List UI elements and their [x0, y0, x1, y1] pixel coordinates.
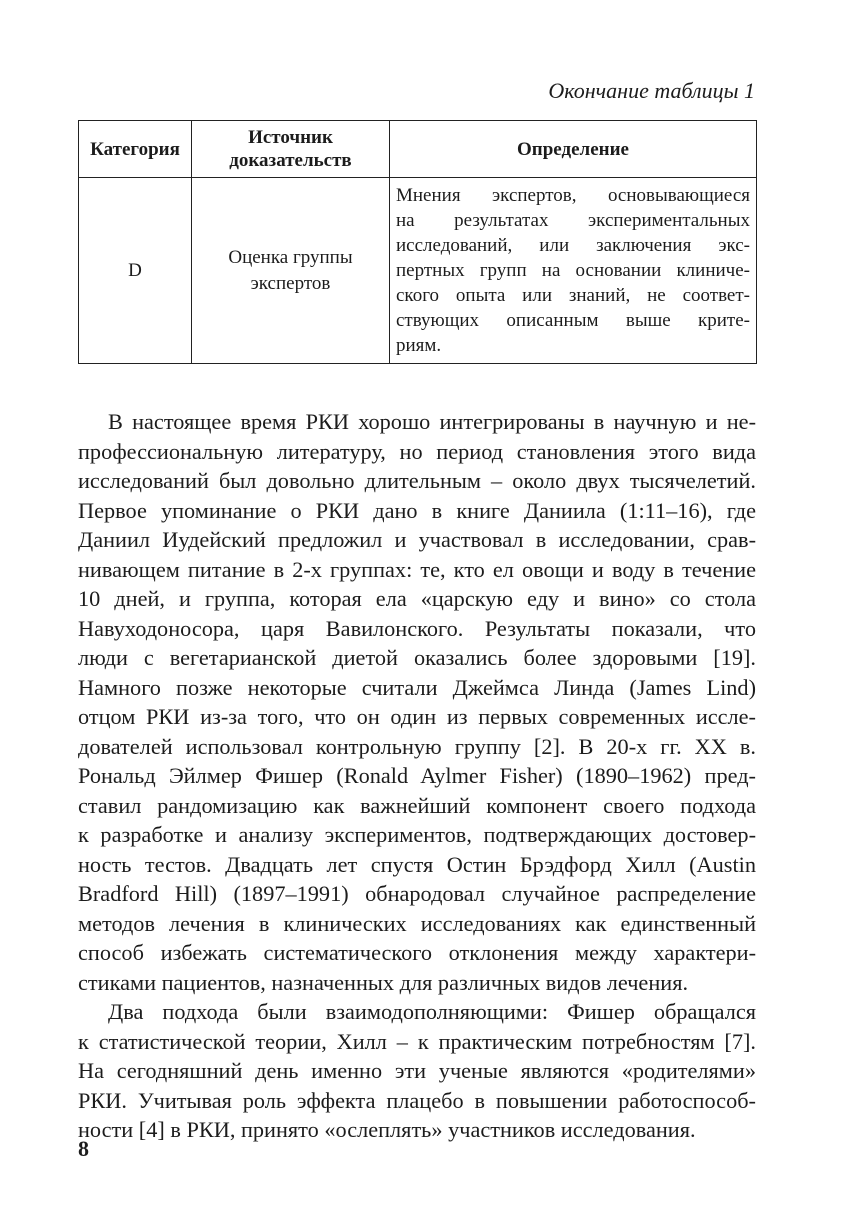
text-line: Два подхода были взаимодополняющими: Фишер обращался: [108, 999, 756, 1024]
text-line: методов лечения в клинических исследованиях как единственный: [78, 910, 756, 936]
paragraph-2: [78, 997, 756, 1145]
page-number: 8: [78, 1136, 89, 1161]
text-line: 10 дней, и группа, которая ела «царскую еду и вино» со стола: [78, 586, 756, 611]
text-line: Первое упоминание о РКИ дано в книге Даниила (1:11–16), где: [78, 497, 756, 523]
definition-line: ствующих описанным выше крите-: [396, 310, 750, 331]
definition-line: исследований, или заключения экс-: [396, 235, 750, 256]
text-line: профессиональную литературу, но период становления этого вида: [78, 438, 756, 464]
text-line: В настоящее время РКИ хорошо интегрированы в научную и не-: [108, 409, 756, 434]
header-category: Категория: [79, 121, 192, 178]
text-line: ности [4] в РКИ, принято «ослеплять» участников исследования.: [78, 1117, 696, 1142]
text-line: к статистической теории, Хилл – к практическим потребностям [7].: [78, 1028, 756, 1054]
definition-line: на результатах экспериментальных: [396, 210, 750, 231]
header-definition: Определение: [390, 121, 757, 178]
text-line: стиками пациентов, назначенных для различных видов лечения.: [78, 969, 689, 995]
table-header-row: [79, 121, 757, 178]
cell-category: D: [79, 178, 192, 364]
cell-source-line: экспертов: [250, 272, 331, 294]
text-line: Bradford Hill) (1897–1991) обнародовал случайное распределение: [78, 881, 756, 906]
text-line: люди с вегетарианской диетой оказались более здоровыми [19].: [78, 645, 756, 670]
text-line: способ избежать систематического отклонения между характери-: [78, 940, 756, 965]
text-line: Даниил Иудейский предложил и участвовал в исследовании, срав-: [78, 527, 756, 552]
header-source: [192, 121, 390, 178]
header-source-line: Источник: [248, 127, 333, 148]
text-line: РКИ. Учитывая роль эффекта плацебо в повышении работоспособ-: [78, 1087, 756, 1113]
text-line: Рональд Эйлмер Фишер (Ronald Aylmer Fisher) (1890–1962) пред-: [78, 763, 756, 788]
text-line: ность тестов. Двадцать лет спустя Остин Брэдфорд Хилл (Austin: [78, 851, 756, 877]
text-line: дователей использовал контрольную группу [2]. В 20-х гг. XX в.: [78, 733, 756, 759]
text-line: На сегодняшний день именно эти ученые являются «родителями»: [78, 1058, 756, 1083]
definition-line: пертных групп на основании клиниче-: [396, 260, 750, 281]
text-line: исследований был довольно длительным – около двух тысячелетий.: [78, 468, 756, 493]
cell-source-line: Оценка группы: [228, 246, 353, 268]
text-line: отцом РКИ из-за того, что он один из первых современных иссле-: [78, 704, 756, 729]
text-line: нивающем питание в 2-х группах: те, кто ел овощи и воду в течение: [78, 556, 756, 582]
paragraph-1: [78, 407, 756, 997]
text-line: ставил рандомизацию как важнейший компонент своего подхода: [78, 792, 756, 818]
definition-line: Мнения экспертов, основывающиеся: [396, 185, 750, 206]
text-line: Навуходоносора, царя Вавилонского. Результаты показали, что: [78, 615, 756, 641]
text-line: к разработке и анализу экспериментов, подтверждающих достовер-: [78, 822, 756, 847]
definition-line: риям.: [396, 335, 442, 356]
body-text: [78, 407, 756, 1145]
text-line: Намного позже некоторые считали Джеймса Линда (James Lind): [78, 674, 756, 700]
evidence-table: [78, 120, 757, 364]
table-caption: Окончание таблицы 1: [548, 78, 755, 103]
header-source-line: доказательств: [229, 150, 352, 171]
table-row: [79, 178, 757, 364]
cell-definition: [390, 178, 757, 364]
definition-line: ского опыта или знаний, не соответ-: [396, 285, 750, 306]
cell-source: [192, 178, 390, 364]
